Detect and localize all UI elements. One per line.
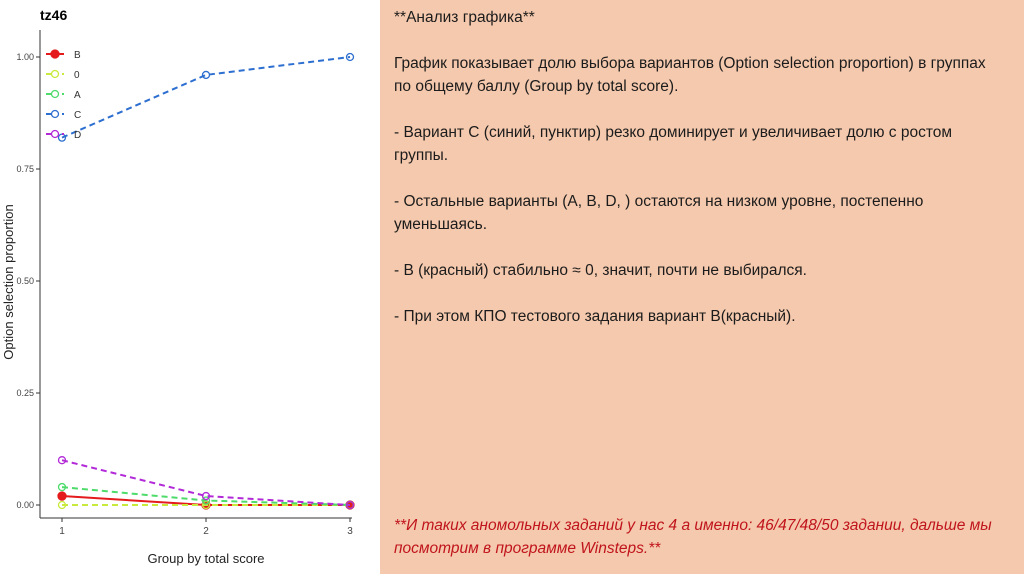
legend-item-A <box>46 90 81 101</box>
y-tick-label: 0.25 <box>16 388 34 398</box>
x-tick-label: 3 <box>347 526 353 537</box>
analysis-paragraph-4: - B (красный) стабильно ≈ 0, значит, почти не выбирался. <box>394 262 807 279</box>
y-tick-label: 0.50 <box>16 276 34 286</box>
legend-swatch-marker <box>52 91 59 98</box>
legend-swatch-marker <box>52 71 59 78</box>
analysis-paragraph-2: - Вариант C (синий, пунктир) резко доминирует и увеличивает долю с ростом группы. <box>394 124 953 164</box>
legend-label: 0 <box>74 70 80 81</box>
legend-label: B <box>74 50 81 61</box>
x-axis-label: Group by total score <box>147 551 265 566</box>
y-tick-label: 0.00 <box>16 500 34 510</box>
legend <box>46 50 81 141</box>
option-proportion-chart <box>0 0 380 574</box>
legend-swatch-marker <box>52 111 59 118</box>
y-tick-label: 0.75 <box>16 164 34 174</box>
legend-label: A <box>74 90 81 101</box>
y-axis-label: Option selection proportion <box>1 204 16 360</box>
series-line <box>62 57 350 138</box>
y-tick-label: 1.00 <box>16 52 34 62</box>
x-tick-label: 2 <box>203 526 209 537</box>
anomaly-note: **И таких аномольных заданий у нас 4 а именно: 46/47/48/50 задании, дальше мы посмотрим в программе Winsteps.** <box>394 517 992 557</box>
legend-label: C <box>74 110 82 121</box>
legend-swatch-marker <box>51 50 59 58</box>
legend-item-B <box>46 50 81 61</box>
data-point <box>58 492 66 500</box>
x-tick-label: 1 <box>59 526 65 537</box>
chart-panel <box>0 0 380 574</box>
legend-swatch-marker <box>52 131 59 138</box>
series-layer <box>58 54 354 510</box>
legend-item-C <box>46 110 81 121</box>
legend-item-0 <box>46 70 80 81</box>
analysis-panel <box>380 0 1024 574</box>
analysis-paragraph-5: - При этом КПО тестового задания вариант В(красный). <box>394 308 796 325</box>
chart-title: tz46 <box>40 7 68 23</box>
analysis-heading: **Анализ графика** <box>394 9 535 26</box>
legend-label: D <box>74 130 82 141</box>
legend-item-D <box>46 130 81 141</box>
analysis-paragraph-3: - Остальные варианты (A, B, D, ) остаются на низком уровне, постепенно уменьшаясь. <box>394 193 924 233</box>
series-C <box>59 54 354 142</box>
analysis-paragraph-1: График показывает долю выбора вариантов (Option selection proportion) в группах по общему баллу (Group by total score). <box>394 55 986 95</box>
